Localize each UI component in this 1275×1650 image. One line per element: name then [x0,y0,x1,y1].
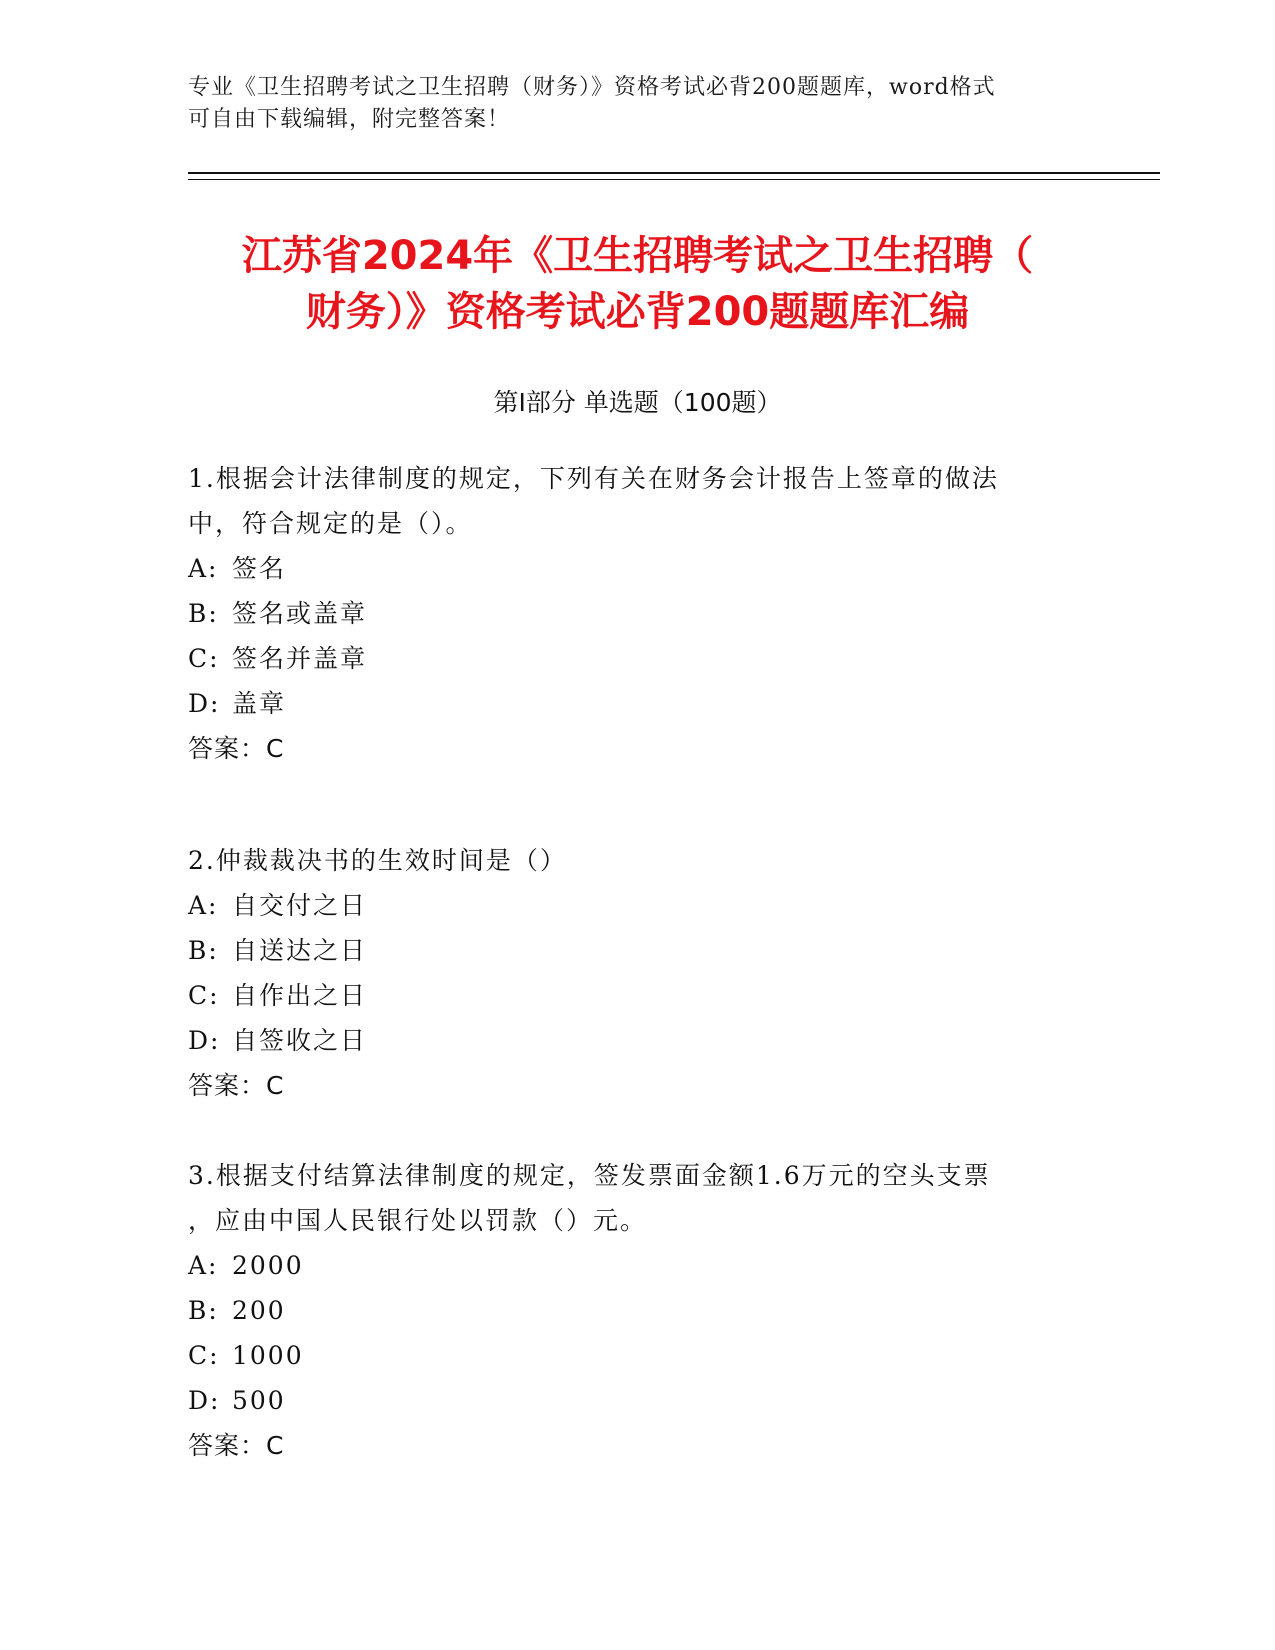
option-text: 签名 [232,554,287,583]
option-key: C: [188,1341,220,1370]
option-text: 1000 [232,1341,304,1370]
option-key: D: [188,689,221,718]
option-text: 自作出之日 [232,981,368,1010]
option-c [188,636,1068,681]
option-key: B: [188,936,219,965]
document-title-line1: 江苏省2024年《卫生招聘考试之卫生招聘（ [241,233,1034,279]
option-a [188,1243,1068,1288]
header-note [188,72,1088,136]
header-rule-thick [188,172,1160,174]
answer: 答案：C [188,734,285,763]
header-note-line2: 可自由下载编辑，附完整答案！ [188,107,511,132]
option-a [188,546,1068,591]
option-text: 签名或盖章 [232,599,368,628]
option-key: C: [188,981,220,1010]
option-text: 自交付之日 [232,891,368,920]
option-key: A: [188,554,219,583]
question-stem [188,838,1068,883]
document-title [150,228,1125,340]
question-stem [188,1153,1068,1243]
question-stem-line: 2.仲裁裁决书的生效时间是（） [188,846,567,875]
option-d [188,1018,1068,1063]
question-stem-line: 中，符合规定的是（）。 [188,509,473,538]
document-title-line2: 财务）》资格考试必背200题题库汇编 [305,289,970,335]
option-c [188,973,1068,1018]
option-key: A: [188,1251,219,1280]
question-stem-line: 3.根据支付结算法律制度的规定，签发票面金额1.6万元的空头支票 [188,1161,991,1190]
question-1 [188,456,1068,771]
question-stem [188,456,1068,546]
header-note-line1: 专业《卫生招聘考试之卫生招聘（财务）》资格考试必背200题题库，word格式 [188,75,996,100]
option-key: D: [188,1026,221,1055]
option-key: B: [188,599,219,628]
option-text: 自签收之日 [232,1026,368,1055]
option-b [188,1288,1068,1333]
option-text: 500 [232,1386,286,1415]
option-text: 200 [232,1296,286,1325]
header-rule-thin [188,179,1160,180]
option-text: 签名并盖章 [232,644,368,673]
option-d [188,681,1068,726]
option-text: 自送达之日 [232,936,368,965]
option-key: C: [188,644,220,673]
section-heading: 第Ⅰ部分 单选题（100题） [493,388,782,417]
option-a [188,883,1068,928]
option-c [188,1333,1068,1378]
question-stem-line: 1.根据会计法律制度的规定，下列有关在财务会计报告上签章的做法 [188,464,999,493]
option-key: A: [188,891,219,920]
option-key: D: [188,1386,221,1415]
question-3 [188,1153,1068,1468]
option-d [188,1378,1068,1423]
option-key: B: [188,1296,219,1325]
answer: 答案：C [188,1431,285,1460]
option-text: 2000 [232,1251,304,1280]
option-text: 盖章 [232,689,287,718]
option-b [188,928,1068,973]
option-b [188,591,1068,636]
answer: 答案：C [188,1071,285,1100]
question-stem-line: ，应由中国人民银行处以罚款（）元。 [188,1206,648,1235]
question-2 [188,838,1068,1108]
